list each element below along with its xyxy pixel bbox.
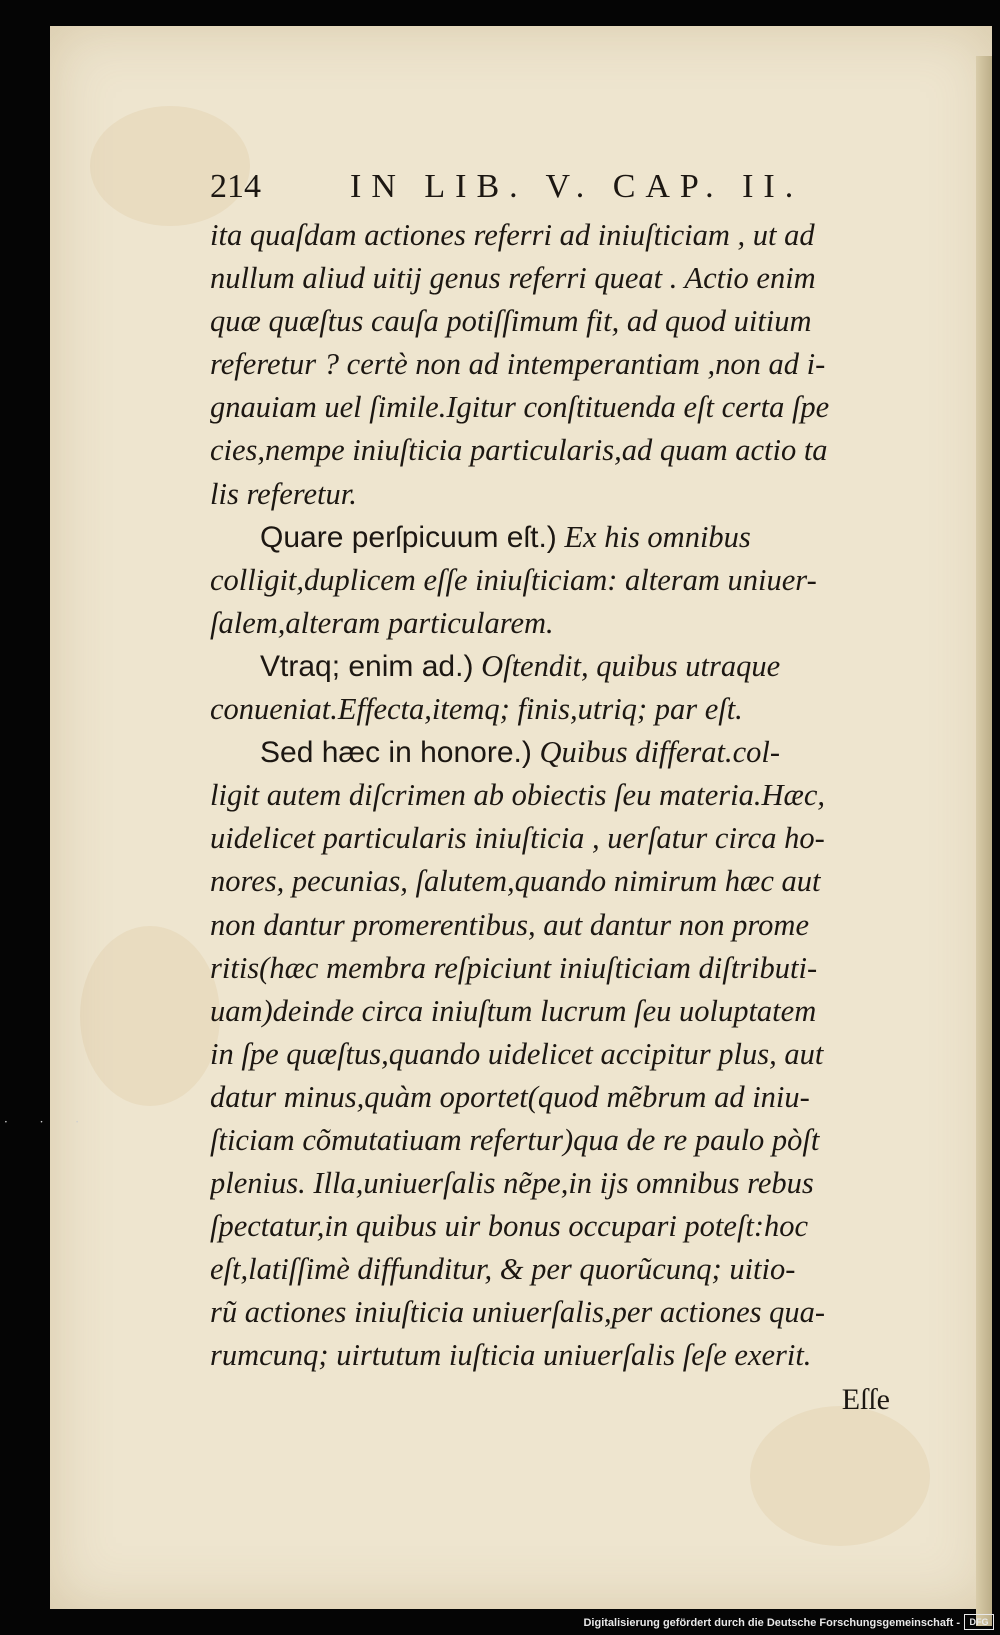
text-line: [210, 904, 940, 947]
text-line: [210, 1205, 940, 1248]
text-line: [210, 1291, 940, 1334]
text-line: [210, 1248, 940, 1291]
running-title: IN LIB. V. CAP. II.: [350, 168, 804, 205]
text-line: [210, 774, 940, 817]
text-line: [210, 688, 940, 731]
line-text: Quibus differat.col-: [531, 735, 781, 770]
line-text: ſticiam cõmutatiuam refertur)qua de re paulo pòſt: [210, 1122, 820, 1157]
text-line: [210, 516, 940, 559]
line-text: non dantur promerentibus, aut dantur non prome: [210, 907, 809, 942]
lemma: Vtraq; enim ad.): [260, 649, 474, 683]
line-text: ligit autem diſcrimen ab obiectis ſeu materia.Hæc,: [210, 778, 825, 813]
line-text: gnauiam uel ſimile.Igitur conſtituenda eſt certa ſpe: [210, 390, 830, 425]
text-line: [210, 990, 940, 1033]
text-line: [210, 731, 940, 774]
text-line: [210, 214, 940, 257]
text-line: [210, 602, 940, 645]
paper-stain: [80, 926, 220, 1106]
text-line: [210, 343, 940, 386]
text-line: [210, 1162, 940, 1205]
line-text: rũ actiones iniuſticia uniuerſalis,per actiones qua-: [210, 1295, 826, 1330]
line-text: nullum aliud uitij genus referri queat . Actio enim: [210, 261, 816, 296]
text-line: [210, 473, 940, 516]
line-text: nores, pecunias, ſalutem,quando nimirum hæc aut: [210, 864, 821, 899]
dfg-logo: DFG: [964, 1614, 994, 1630]
line-text: ſpectatur,in quibus uir bonus occupari poteſt:hoc: [210, 1209, 809, 1244]
line-text: uam)deinde circa iniuſtum lucrum ſeu uoluptatem: [210, 993, 817, 1028]
line-text: eſt,latiſſimè diffunditur, & per quorũcunq; uitio-: [210, 1252, 796, 1287]
paper-stain: [750, 1406, 930, 1546]
text-line: [210, 645, 940, 688]
text-line: [210, 257, 940, 300]
body-text: [210, 214, 940, 1378]
text-line: [210, 429, 940, 472]
line-text: Ex his omnibus: [556, 519, 751, 554]
line-text: lis referetur.: [210, 476, 357, 511]
margin-marks: · · ·: [4, 1115, 94, 1129]
line-text: datur minus,quàm oportet(quod mẽbrum ad iniu-: [210, 1079, 810, 1114]
text-line: [210, 1033, 940, 1076]
line-text: quæ quæſtus cauſa potiſſimum fit, ad quod uitium: [210, 304, 812, 339]
catchword: Eſſe: [841, 1382, 890, 1416]
line-text: rumcunq; uirtutum iuſticia uniuerſalis ſeſe exerit.: [210, 1338, 812, 1373]
line-text: colligit,duplicem eſſe iniuſticiam: alteram uniuer-: [210, 562, 817, 597]
text-line: [210, 1119, 940, 1162]
line-text: uidelicet particularis iniuſticia , uerſatur circa ho-: [210, 821, 825, 856]
text-line: [210, 1334, 940, 1377]
page-number: 214: [210, 168, 261, 205]
page-edge: [976, 56, 992, 1626]
text-line: [210, 947, 940, 990]
text-block: [210, 168, 940, 1421]
running-header: [210, 168, 940, 212]
text-line: [210, 860, 940, 903]
line-text: cies,nempe iniuſticia particularis,ad quam actio ta: [210, 433, 828, 468]
text-line: [210, 386, 940, 429]
line-text: in ſpe quæſtus,quando uidelicet accipitur plus, aut: [210, 1036, 824, 1071]
text-line: [210, 1076, 940, 1119]
line-text: ritis(hæc membra reſpiciunt iniuſticiam diſtributi-: [210, 950, 818, 985]
lemma: Quare perſpicuum eſt.): [260, 520, 557, 554]
line-text: ſalem,alteram particularem.: [210, 605, 554, 640]
line-text: Oſtendit, quibus utraque: [473, 648, 781, 683]
digitization-credit: Digitalisierung gefördert durch die Deutsche Forschungsgemeinschaft -: [583, 1617, 960, 1629]
line-text: conueniat.Effecta,itemq; finis,utriq; par eſt.: [210, 692, 743, 727]
line-text: plenius. Illa,uniuerſalis nẽpe,in ijs omnibus rebus: [210, 1166, 814, 1201]
text-line: [210, 817, 940, 860]
lemma: Sed hæc in honore.): [260, 736, 532, 770]
line-text: ita quaſdam actiones referri ad iniuſticiam , ut ad: [210, 218, 815, 252]
text-line: [210, 300, 940, 343]
text-line: [210, 559, 940, 602]
line-text: referetur ? certè non ad intemperantiam ,non ad i-: [210, 347, 826, 382]
